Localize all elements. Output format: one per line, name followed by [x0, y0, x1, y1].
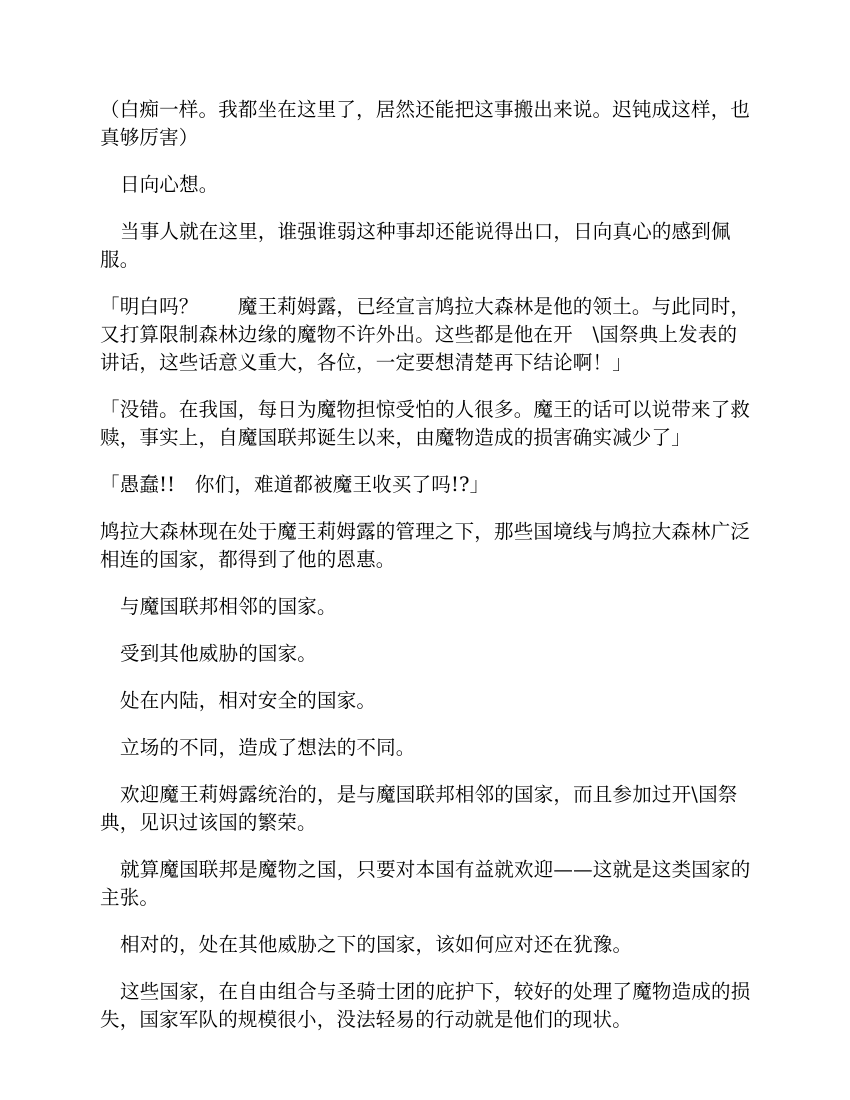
- paragraph-hesitation: 相对的，处在其他威胁之下的国家，该如何应对还在犹豫。: [120, 933, 633, 956]
- paragraph-threatened-countries: 受到其他威胁的国家。: [120, 642, 318, 665]
- paragraph-hinata-mused: 日向心想。: [120, 173, 219, 196]
- paragraph-hinata-admiration: 当事人就在这里，谁强谁弱这种事却还能说得出口，日向真心的感到佩服。: [100, 220, 731, 271]
- paragraph-welcome-rule: 欢迎魔王莉姆露统治的，是与魔国联邦相邻的国家，而且参加过开\国祭典，见识过该国的繁荣。: [100, 783, 738, 834]
- paragraph-inland-countries: 处在内陆，相对安全的国家。: [120, 689, 377, 712]
- paragraph-different-positions: 立场的不同，造成了想法的不同。: [120, 736, 416, 759]
- paragraph-hinata-thought: （白痴一样。我都坐在这里了，居然还能把这事搬出来说。迟钝成这样，也真够厉害）: [100, 98, 751, 149]
- paragraph-neighboring-countries: 与魔国联邦相邻的国家。: [120, 595, 337, 618]
- paragraph-dialogue-understand: 「明白吗？ 魔王莉姆露，已经宣言鸠拉大森林是他的领土。与此同时，又打算限制森林边缘的魔物不许外出。这些都是他在开 \国祭典上发表的讲话，这些话意义重大，各位，一定要想清楚再下结论啊！」: [100, 295, 751, 374]
- paragraph-current-situation: 这些国家，在自由组合与圣骑士团的庇护下，较好的处理了魔物造成的损失，国家军队的规模很小，没法轻易的行动就是他们的现状。: [100, 980, 751, 1031]
- paragraph-dialogue-foolish: 「愚蠢!! 你们，难道都被魔王收买了吗!?」: [100, 473, 490, 496]
- paragraph-country-stance: 就算魔国联邦是魔物之国，只要对本国有益就欢迎——这就是这类国家的主张。: [100, 858, 751, 909]
- paragraph-forest-management: 鸠拉大森林现在处于魔王莉姆露的管理之下，那些国境线与鸠拉大森林广泛相连的国家，都得到了他的恩惠。: [100, 520, 751, 571]
- paragraph-dialogue-correct: 「没错。在我国，每日为魔物担惊受怕的人很多。魔王的话可以说带来了救赎，事实上，自魔国联邦诞生以来，由魔物造成的损害确实减少了」: [100, 398, 751, 449]
